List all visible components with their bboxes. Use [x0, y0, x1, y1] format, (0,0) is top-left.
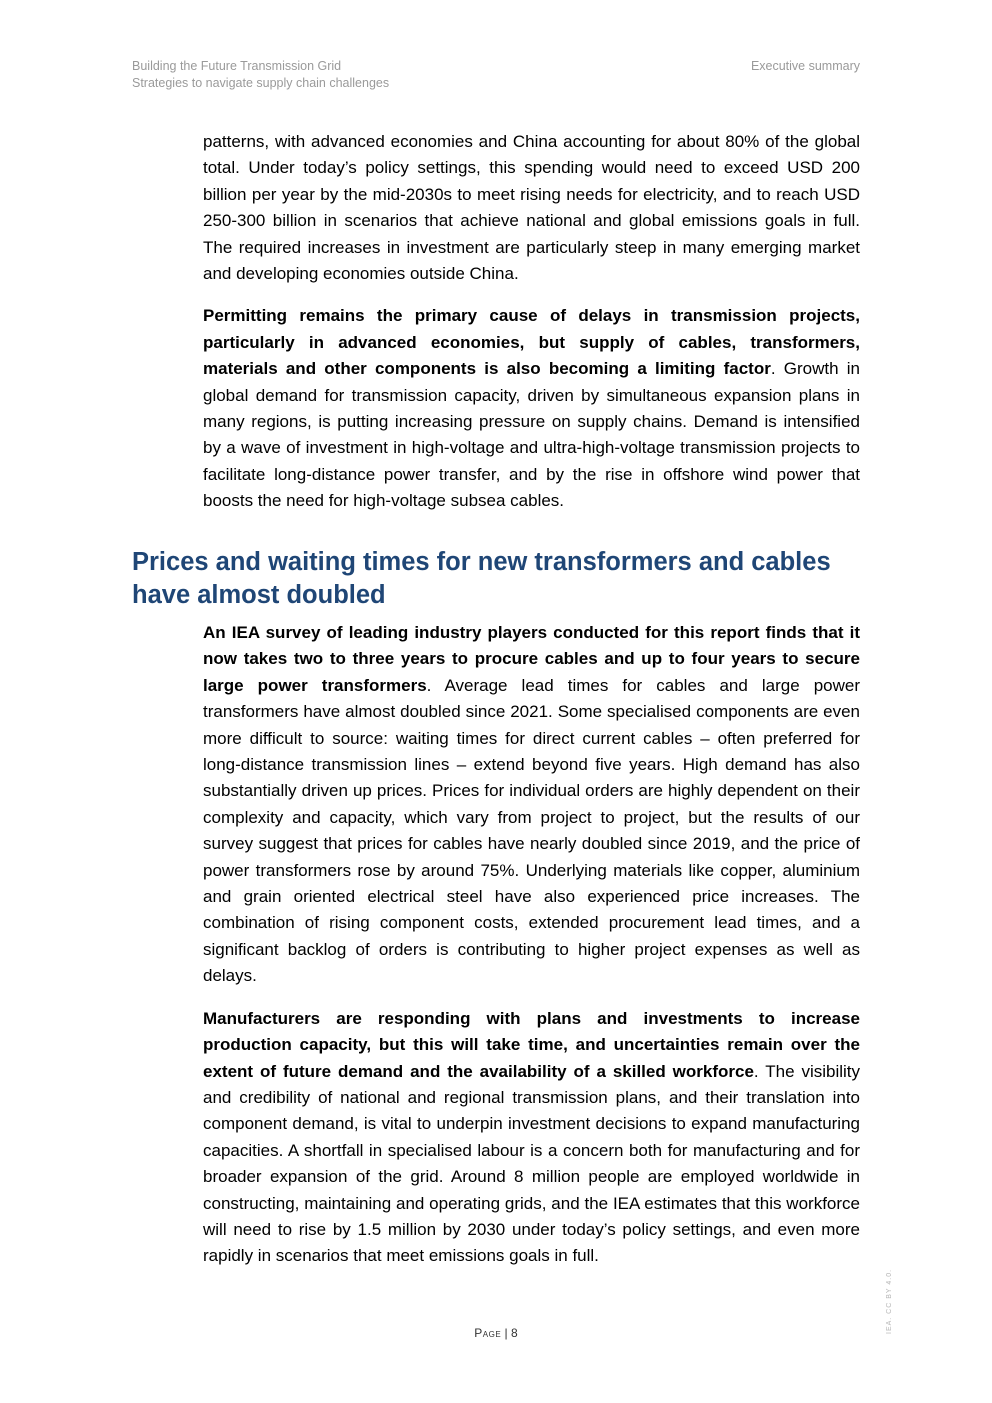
- section-1-body: [203, 129, 860, 515]
- paragraph-manufacturers-text: . The visibility and credibility of national and regional transmission plans, and their translation into component demand, is vital to underpin investment decisions to expand manufacturing capacities. A shortfall in specialised labour is a concern both for manufacturing and for broader expansion of the grid. Around 8 million people are employed worldwide in constructing, maintaining and operating grids, and the IEA estimates that this workforce will need to rise by 1.5 million by 2030 under today’s policy settings, and even more rapidly in scenarios that meet emissions goals in full.: [203, 1061, 861, 1266]
- paragraph-permitting-text: . Growth in global demand for transmission capacity, driven by simultaneous expansion plans in many regions, is putting increasing pressure on supply chains. Demand is intensified by a wave of investment in high-voltage and ultra-high-voltage transmission projects to facilitate long-distance power transfer, and by the rise in offshore wind power that boosts the need for high-voltage subsea cables.: [203, 359, 860, 511]
- paragraph-permitting: [203, 303, 860, 514]
- document-title-line-1: Building the Future Transmission Grid: [132, 59, 342, 73]
- section-name: Executive summary: [750, 59, 860, 73]
- section-2-body: [203, 620, 860, 1270]
- paragraph-survey-text: . Average lead times for cables and large power transformers have almost doubled since 2021. Some specialised components are even more difficult to source: waiting times for direct current cables – often preferred for long-distance transmission lines – extend beyond five years. High demand has also substantially driven up prices. Prices for individual orders are highly dependent on their complexity and capacity, which vary from project to project, but the results of our survey suggest that prices for cables have nearly doubled since 2019, and the price of power transformers rose by around 75%. Underlying materials like copper, aluminium and grain oriented electrical steel have also experienced price increases. The combination of rising component costs, extended procurement lead times, and a significant backlog of orders is contributing to higher project expenses as well as delays.: [203, 675, 860, 986]
- paragraph-manufacturers: [203, 1006, 860, 1270]
- paragraph-manufacturers-lead: Manufacturers are responding with plans and investments to increase production capacity, but this will take time, and uncertainties remain over the extent of future demand and the availability of a skilled workforce: [203, 1008, 860, 1081]
- paragraph-investment: [203, 129, 860, 287]
- section-heading: Prices and waiting times for new transformers and cables have almost doubled: [132, 548, 831, 609]
- page-label: Page: [474, 1326, 502, 1340]
- license-notice: IEA. CC BY 4.0.: [886, 1268, 893, 1334]
- page-number: 8: [511, 1326, 518, 1340]
- page-footer: [0, 1326, 992, 1340]
- page-separator: |: [501, 1326, 511, 1340]
- paragraph-permitting-lead: Permitting remains the primary cause of delays in transmission projects, particularly in advanced economies, but supply of cables, transformers, materials and other components is also becoming a limiting factor: [203, 306, 860, 379]
- paragraph-survey: [203, 620, 860, 990]
- paragraph-investment-text: patterns, with advanced economies and China accounting for about 80% of the global total. Under today’s policy settings, this spending would need to exceed USD 200 billion per year by the mid-2030s to meet rising needs for electricity, and to reach USD 250-300 billion in scenarios that achieve national and global emissions goals in full. The required increases in investment are particularly steep in many emerging market and developing economies outside China.: [203, 132, 860, 284]
- document-title-line-2: Strategies to navigate supply chain challenges: [132, 76, 390, 90]
- document-title: [132, 58, 389, 92]
- paragraph-survey-lead: An IEA survey of leading industry players conducted for this report finds that it now takes two to three years to procure cables and up to four years to secure large power transformers: [203, 623, 860, 695]
